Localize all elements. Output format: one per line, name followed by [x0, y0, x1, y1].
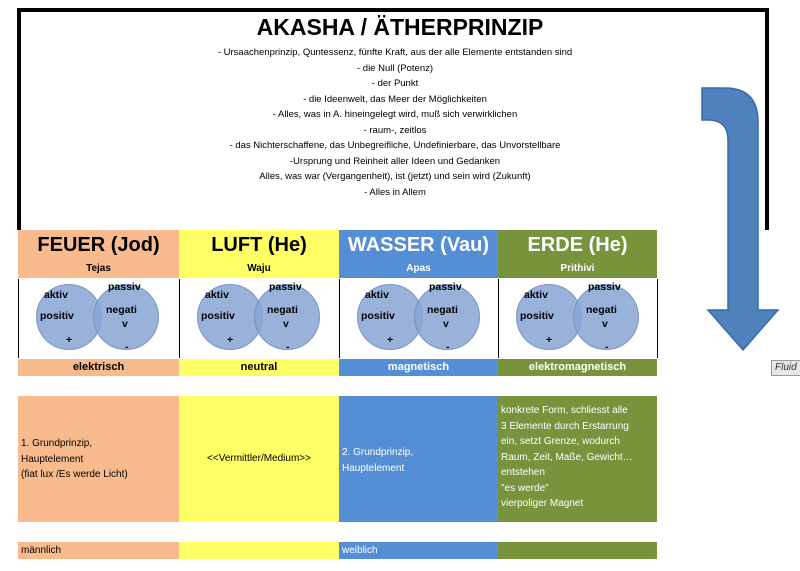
circle-label-aktiv: aktiv: [205, 289, 229, 301]
akasha-line: - Alles in Allem: [364, 186, 426, 198]
circle-label-v: v: [443, 318, 449, 330]
element-name: ERDE (He): [527, 234, 628, 256]
element-header-feuer: [18, 230, 179, 278]
description-line: "es werde": [501, 482, 549, 494]
element-header-wasser: [339, 230, 498, 278]
circle-label-aktiv: aktiv: [365, 289, 389, 301]
element-description-wasser: [339, 396, 498, 522]
circle-label-positiv: positiv: [520, 310, 554, 322]
column-separator: [498, 279, 499, 358]
akasha-line: - das Nichterschaffene, das Unbegreifliche, Undefinierbare, das Unvorstellbare: [229, 140, 561, 151]
circle-label-negati: negati: [267, 304, 298, 316]
element-header-luft: [179, 230, 339, 278]
element-description-erde: [498, 396, 657, 522]
element-gender-wasser: weiblich: [339, 542, 498, 559]
element-name: LUFT (He): [211, 234, 307, 256]
circle-label-positiv: positiv: [361, 310, 395, 322]
description-line: konkrete Form, schliesst alle: [501, 405, 628, 416]
circle-label-v: v: [602, 318, 608, 330]
description-line: Hauptelement: [342, 462, 405, 474]
circle-label-plus: +: [66, 334, 73, 346]
description-line: entstehen: [501, 467, 545, 478]
circle-label-v: v: [122, 318, 128, 330]
circle-label-negati: negati: [106, 304, 137, 316]
circle-label-passiv: passiv: [269, 281, 302, 293]
akasha-line: Alles, was war (Vergangenheit), ist (jetzt) und sein wird (Zukunft): [259, 171, 531, 182]
circle-label-negati: negati: [427, 304, 458, 316]
akasha-line: - Alles, was in A. hineingelegt wird, muß sich verwirklichen: [272, 109, 518, 120]
akasha-line: - die Ideenwelt, das Meer der Möglichkeiten: [303, 93, 487, 105]
akasha-line: - raum-, zeitlos: [363, 124, 427, 136]
element-name: FEUER (Jod): [37, 234, 160, 256]
column-separator: [657, 279, 658, 358]
circle-label-v: v: [283, 318, 289, 330]
element-quality-feuer: elektrisch: [18, 359, 179, 376]
description-line: 1. Grundprinzip,: [21, 438, 93, 449]
circle-label-passiv: passiv: [588, 281, 621, 293]
element-quality-erde: elektromagnetisch: [498, 359, 657, 376]
description-line: (fiat lux /Es werde Licht): [21, 469, 128, 480]
circle-label-minus: -: [286, 341, 290, 353]
column-separator: [18, 279, 19, 358]
circle-label-positiv: positiv: [201, 310, 235, 322]
curved-down-arrow: [700, 80, 790, 355]
element-quality-wasser: magnetisch: [339, 359, 498, 376]
circle-label-passiv: passiv: [429, 281, 462, 293]
polarity-circles-luft: [179, 279, 339, 358]
element-quality-luft: neutral: [179, 359, 339, 376]
element-header-erde: [498, 230, 657, 278]
description-line: <<Vermittler/Medium>>: [207, 453, 311, 464]
akasha-line: - der Punkt: [371, 78, 419, 89]
akasha-line: - die Null (Potenz): [356, 62, 434, 74]
element-sanskrit-name: Prithivi: [560, 263, 595, 274]
description-line: vierpoliger Magnet: [501, 498, 584, 509]
fluid-label: Fluid: [771, 360, 800, 376]
description-line: Raum, Zeit, Maße, Gewicht…: [501, 451, 633, 463]
description-line: 2. Grundprinzip,: [342, 447, 414, 458]
element-description-luft: [179, 396, 339, 522]
column-separator: [339, 279, 340, 358]
element-description-feuer: [18, 396, 179, 522]
description-line: Hauptelement: [21, 453, 84, 465]
polarity-circles-feuer: [18, 279, 179, 358]
akasha-title: AKASHA / ÄTHERPRINZIP: [256, 14, 544, 40]
element-gender-luft: [179, 542, 339, 559]
element-name: WASSER (Vau): [347, 234, 490, 256]
circle-label-plus: +: [387, 334, 394, 346]
element-sanskrit-name: Waju: [247, 263, 271, 274]
element-sanskrit-name: Apas: [406, 263, 431, 274]
circle-label-plus: +: [227, 334, 234, 346]
circle-label-aktiv: aktiv: [44, 289, 68, 301]
polarity-circles-wasser: [339, 279, 498, 358]
column-separator: [179, 279, 180, 358]
circle-label-plus: +: [546, 334, 553, 346]
circle-label-minus: -: [125, 341, 129, 353]
circle-label-negati: negati: [586, 304, 617, 316]
akasha-line: -Ursprung und Reinheit aller Ideen und Gedanken: [289, 155, 501, 167]
circle-label-positiv: positiv: [40, 310, 74, 322]
circle-label-minus: -: [605, 341, 609, 353]
element-gender-erde: [498, 542, 657, 559]
description-line: 3 Elemente durch Erstarrung: [501, 420, 629, 432]
element-sanskrit-name: Tejas: [86, 263, 111, 274]
polarity-circles-erde: [498, 279, 657, 358]
circle-label-passiv: passiv: [108, 281, 141, 293]
element-gender-feuer: männlich: [18, 542, 179, 559]
circle-label-minus: -: [446, 341, 450, 353]
akasha-line: - Ursaachenprinzip, Quntessenz, fünfte Kraft, aus der alle Elemente entstanden sind: [217, 47, 573, 58]
description-line: ein, setzt Grenze, wodurch: [501, 436, 620, 447]
circle-label-aktiv: aktiv: [524, 289, 548, 301]
